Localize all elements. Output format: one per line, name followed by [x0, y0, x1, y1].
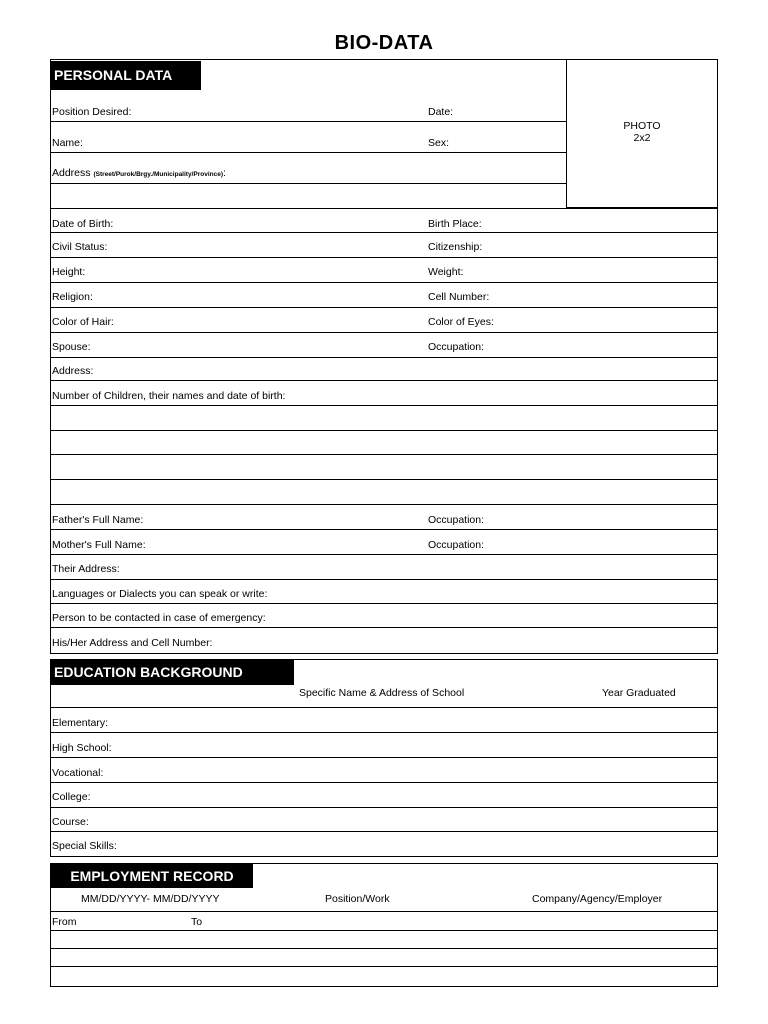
row-employment-blank-2[interactable] — [51, 949, 717, 967]
photo-box[interactable] — [566, 60, 717, 208]
languages-label: Languages or Dialects you can speak or write: — [52, 588, 268, 600]
date-of-birth-label: Date of Birth: — [52, 218, 114, 230]
mother-label: Mother's Full Name: — [52, 539, 146, 551]
college-label: College: — [52, 791, 91, 803]
row-vocational[interactable] — [51, 758, 717, 783]
row-address-blank[interactable] — [51, 184, 566, 208]
row-emergency-address[interactable] — [51, 628, 717, 653]
row-college[interactable] — [51, 783, 717, 808]
row-employment-from-to[interactable] — [51, 912, 717, 931]
spouse-label: Spouse: — [52, 341, 91, 353]
row-employment-blank-3[interactable] — [51, 967, 717, 986]
dates-column-header: MM/DD/YYYY- MM/DD/YYYY — [81, 893, 220, 905]
row-high-school[interactable] — [51, 733, 717, 758]
children-label: Number of Children, their names and date of birth: — [52, 390, 286, 402]
from-label: From — [52, 916, 77, 928]
address-label — [52, 167, 226, 179]
row-birth[interactable] — [51, 208, 717, 233]
position-column-header: Position/Work — [325, 893, 390, 905]
birth-place-label: Birth Place: — [428, 218, 482, 230]
row-children-blank-4[interactable] — [51, 480, 717, 505]
religion-label: Religion: — [52, 291, 93, 303]
row-emergency[interactable] — [51, 604, 717, 628]
position-desired-label: Position Desired: — [52, 106, 132, 118]
page-title: BIO-DATA — [334, 32, 434, 54]
photo-label: PHOTO — [623, 120, 661, 132]
row-position-date[interactable] — [51, 91, 566, 122]
row-employment-blank-1[interactable] — [51, 931, 717, 949]
address-colon: : — [223, 167, 226, 179]
address-label-text: Address — [52, 167, 91, 179]
date-label: Date: — [428, 106, 454, 118]
special-skills-label: Special Skills: — [52, 840, 117, 852]
color-of-hair-label: Color of Hair: — [52, 316, 114, 328]
elementary-label: Elementary: — [52, 717, 109, 729]
row-name-sex[interactable] — [51, 122, 566, 153]
cell-number-label: Cell Number: — [428, 291, 490, 303]
emergency-label: Person to be contacted in case of emergency: — [52, 612, 266, 624]
row-address[interactable] — [51, 153, 566, 184]
personal-data-header: PERSONAL DATA — [51, 61, 201, 90]
vocational-label: Vocational: — [52, 767, 104, 779]
row-children-blank-2[interactable] — [51, 431, 717, 455]
row-elementary[interactable] — [51, 708, 717, 733]
education-header: EDUCATION BACKGROUND — [51, 660, 294, 685]
row-employment-columns — [51, 864, 717, 912]
father-label: Father's Full Name: — [52, 514, 144, 526]
row-their-address[interactable] — [51, 555, 717, 580]
spouse-occupation-label: Occupation: — [428, 341, 485, 353]
mother-occupation-label: Occupation: — [428, 539, 485, 551]
row-education-columns — [51, 660, 717, 708]
row-father[interactable] — [51, 505, 717, 530]
their-address-label: Their Address: — [52, 563, 120, 575]
high-school-label: High School: — [52, 742, 112, 754]
row-religion[interactable] — [51, 283, 717, 308]
row-spouse-address[interactable] — [51, 358, 717, 381]
spouse-address-label: Address: — [52, 365, 94, 377]
sex-label: Sex: — [428, 137, 450, 149]
civil-status-label: Civil Status: — [52, 241, 108, 253]
color-of-eyes-label: Color of Eyes: — [428, 316, 494, 328]
row-languages[interactable] — [51, 580, 717, 604]
emergency-address-label: His/Her Address and Cell Number: — [52, 637, 213, 649]
to-label: To — [191, 916, 203, 928]
row-children-blank-1[interactable] — [51, 406, 717, 431]
row-spouse[interactable] — [51, 333, 717, 358]
row-height-weight[interactable] — [51, 258, 717, 283]
photo-size-label: 2x2 — [633, 132, 651, 144]
height-label: Height: — [52, 266, 86, 278]
row-civil-status[interactable] — [51, 233, 717, 258]
school-column-header: Specific Name & Address of School — [299, 687, 465, 699]
row-children-blank-3[interactable] — [51, 455, 717, 480]
employment-header: EMPLOYMENT RECORD — [51, 864, 253, 888]
course-label: Course: — [52, 816, 89, 828]
row-colors[interactable] — [51, 308, 717, 333]
row-mother[interactable] — [51, 530, 717, 555]
row-course[interactable] — [51, 808, 717, 832]
father-occupation-label: Occupation: — [428, 514, 485, 526]
citizenship-label: Citizenship: — [428, 241, 483, 253]
row-children[interactable] — [51, 381, 717, 406]
name-label: Name: — [52, 137, 83, 149]
company-column-header: Company/Agency/Employer — [532, 893, 663, 905]
weight-label: Weight: — [428, 266, 464, 278]
year-graduated-column-header: Year Graduated — [602, 687, 676, 699]
row-special-skills[interactable] — [51, 832, 717, 856]
address-note: (Street/Purok/Brgy./Municipality/Province) — [93, 171, 223, 178]
